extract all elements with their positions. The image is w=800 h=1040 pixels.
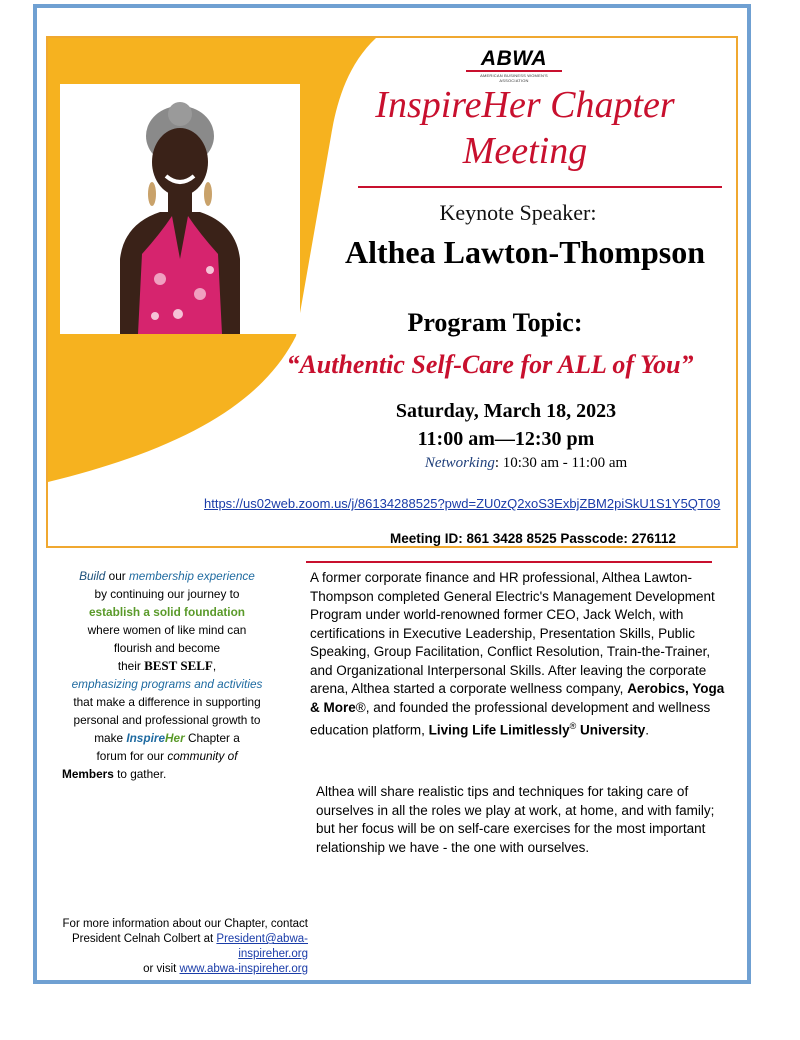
mission-statement — [56, 567, 278, 783]
mission-line — [56, 765, 278, 783]
mission-word: Build — [79, 569, 106, 583]
logo-text: ABWA — [466, 48, 562, 72]
mission-word: forum for our — [96, 749, 168, 763]
mission-word: Chapter a — [184, 731, 240, 745]
bio-text: . — [645, 722, 650, 738]
event-time: 11:00 am—12:30 pm — [417, 428, 595, 450]
bio-company: Aerobics, Yoga & More — [310, 681, 725, 715]
program-topic: “Authentic Self-Care for ALL of You” — [286, 350, 694, 379]
brand-inspire: Inspire — [126, 731, 166, 745]
mission-line: personal and professional growth to — [73, 713, 261, 727]
mission-line: establish a solid foundation — [89, 605, 245, 619]
logo-subtitle: AMERICAN BUSINESS WOMEN'S ASSOCIATION — [480, 73, 548, 83]
topic-label: Program Topic: — [407, 308, 583, 337]
title-line-1: InspireHer Chapter — [375, 84, 675, 126]
mission-line — [56, 567, 278, 585]
abwa-logo — [466, 47, 562, 83]
bio-text: A former corporate finance and HR professional, Althea Lawton-Thompson completed General Electric's Management Development Program under world-renowned former CEO, Jack Welch, with certifications in Executive Leadership, Presentation Skills, Public Speaking, Group Facilitation, Conflict Resolution, Train-the-Trainer, and Organizational Interpersonal Skills. After leaving the corporate arena, Althea started a corporate wellness company, — [310, 570, 715, 696]
bio-text: ®, and founded the professional development and wellness education platform, — [310, 699, 711, 738]
speaker-name: Althea Lawton-Thompson — [344, 234, 706, 270]
mission-line — [56, 729, 278, 747]
footer-line — [36, 932, 308, 962]
speaker-portrait-illustration — [60, 84, 300, 334]
brand-her: Her — [165, 731, 185, 745]
meeting-info: Meeting ID: 861 3428 8525 Passcode: 276112 — [390, 531, 676, 546]
session-description: Althea will share realistic tips and techniques for taking care of ourselves in all the roles we play at work, at home, and with family; but her focus will be on self-care exercises for the most important relationship we have - the one with ourselves. — [316, 784, 715, 855]
mission-emphasis: Members — [62, 767, 114, 781]
mission-word: their — [117, 659, 145, 673]
footer-line: For more information about our Chapter, contact — [62, 918, 308, 930]
mission-word: make — [94, 731, 127, 745]
mission-line: where women of like mind can — [87, 623, 247, 637]
mission-line — [56, 657, 278, 675]
speaker-photo — [60, 84, 300, 334]
website-link[interactable]: www.abwa-inspireher.org — [179, 963, 308, 975]
title-line-2: Meeting — [462, 130, 588, 172]
footer-line — [36, 962, 308, 977]
mission-line — [56, 747, 278, 765]
page-title — [350, 82, 700, 174]
title-divider — [358, 186, 722, 188]
mission-line: that make a difference in supporting — [73, 695, 261, 709]
contact-footer — [36, 917, 308, 977]
president-email-link[interactable]: President@abwa-inspireher.org — [216, 933, 308, 960]
zoom-link[interactable]: https://us02web.zoom.us/j/86134288525?pwd=ZU0zQ2xoS3ExbjZBM2piSkU1S1Y5QT09 — [204, 496, 721, 511]
bio-platform-suffix: University — [576, 722, 646, 738]
bio-mark: ® — [569, 721, 577, 731]
mission-line: emphasizing programs and activities — [71, 677, 263, 691]
mission-word: , — [212, 659, 217, 673]
networking-time — [356, 455, 696, 472]
networking-value: : 10:30 am - 11:00 am — [494, 455, 628, 471]
footer-text: President Celnah Colbert at — [71, 933, 217, 945]
event-date: Saturday, March 18, 2023 — [395, 400, 617, 422]
mission-word: to gather. — [113, 767, 167, 781]
mission-emphasis: BEST SELF — [144, 658, 213, 673]
networking-label: Networking — [424, 455, 495, 471]
mission-phrase: community of — [167, 749, 238, 763]
mission-phrase: membership experience — [128, 569, 255, 583]
meeting-divider — [306, 561, 712, 563]
speaker-bio — [310, 569, 730, 740]
keynote-label: Keynote Speaker: — [439, 200, 597, 225]
bio-platform: Living Life Limitlessly — [428, 722, 570, 738]
footer-text: or visit — [143, 963, 180, 975]
mission-line: flourish and become — [113, 641, 221, 655]
mission-word: our — [105, 569, 129, 583]
mission-line: by continuing our journey to — [94, 587, 240, 601]
